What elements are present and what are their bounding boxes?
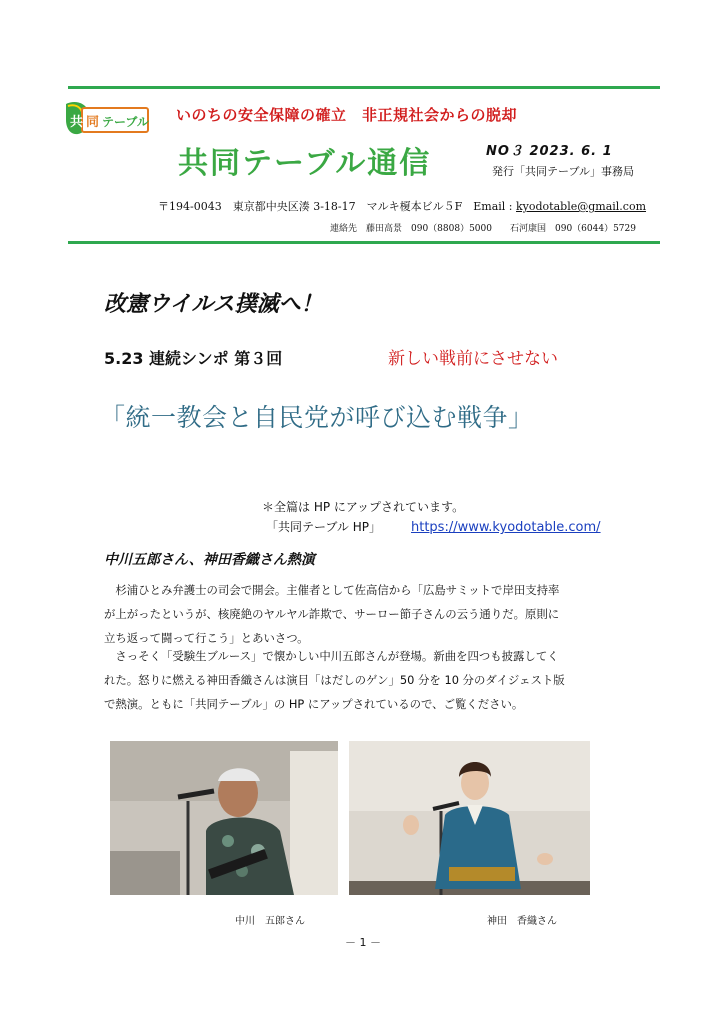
hp-note: ＊全篇は HP にアップされています。 (262, 500, 465, 514)
kyodo-table-logo (64, 100, 150, 136)
paragraph-line: さっそく「受験生ブルース」で懐かしい中川五郎さんが登場。新曲を四つも披露してく (104, 649, 559, 663)
article-headline: 改憲ウイルス撲滅へ！ (104, 292, 323, 317)
article-slogan: 新しい戦前にさせない (388, 349, 558, 369)
paragraph-line: れた。怒りに燃える神田香織さんは演目「はだしのゲン」50 分を 10 分のダイジェスト版 (104, 673, 565, 687)
article-subhead: 5.23 連続シンポ 第３回 (104, 349, 283, 368)
caption-nakagawa: 中川 五郎さん (235, 916, 305, 927)
section-title: 中川五郎さん、神田香織さん熱演 (104, 552, 315, 568)
header-tagline: いのちの安全保障の確立 非正規社会からの脱却 (176, 106, 518, 124)
paragraph-line: で熱演。ともに「共同テーブル」の HP にアップされているので、ご覧ください。 (104, 697, 524, 711)
photo-nakagawa-goro (110, 741, 338, 895)
article-title: 「統一教会と自民党が呼び込む戦争」 (100, 403, 534, 432)
header-top-rule (68, 86, 660, 89)
page-number: － 1 － (345, 936, 381, 949)
paragraph-2 (104, 644, 624, 716)
address-text: 〒194-0043 東京都中央区湊 3-18-17 マルキ榎本ビル５F Email : (158, 200, 517, 213)
masthead-title: 共同テーブル通信 (178, 146, 432, 181)
hp-url-link[interactable]: https://www.kyodotable.com/ (411, 520, 601, 535)
publisher: 発行「共同テーブル」事務局 (492, 165, 635, 178)
office-address (158, 198, 646, 214)
issue-number-date: NO３ 2023. 6. 1 (486, 144, 613, 159)
paragraph-line: が上がったというが、核廃絶のヤルヤル詐欺で、サーロー節子さんの云う通りだ。原則に (104, 607, 560, 621)
header-bottom-rule (68, 241, 660, 244)
hp-label: 「共同テーブル HP」 (266, 520, 381, 534)
svg-text:共: 共 (70, 115, 84, 130)
paragraph-line: 立ち返って闘って行こう」とあいさつ。 (104, 631, 309, 645)
caption-kanda: 神田 香織さん (487, 916, 557, 927)
photo-kanda-kaori (349, 741, 590, 895)
contact-info: 連絡先 藤田高景 090（8808）5000 石河康国 090（6044）5729 (330, 224, 636, 234)
svg-text:テーブル: テーブル (102, 115, 149, 129)
email-link[interactable]: kyodotable@gmail.com (516, 200, 647, 213)
paragraph-1 (104, 578, 624, 650)
svg-text:同: 同 (86, 115, 100, 130)
hp-link-line (266, 518, 601, 535)
paragraph-line: 杉浦ひとみ弁護士の司会で開会。主催者として佐高信から「広島サミットで岸田支持率 (104, 583, 560, 597)
